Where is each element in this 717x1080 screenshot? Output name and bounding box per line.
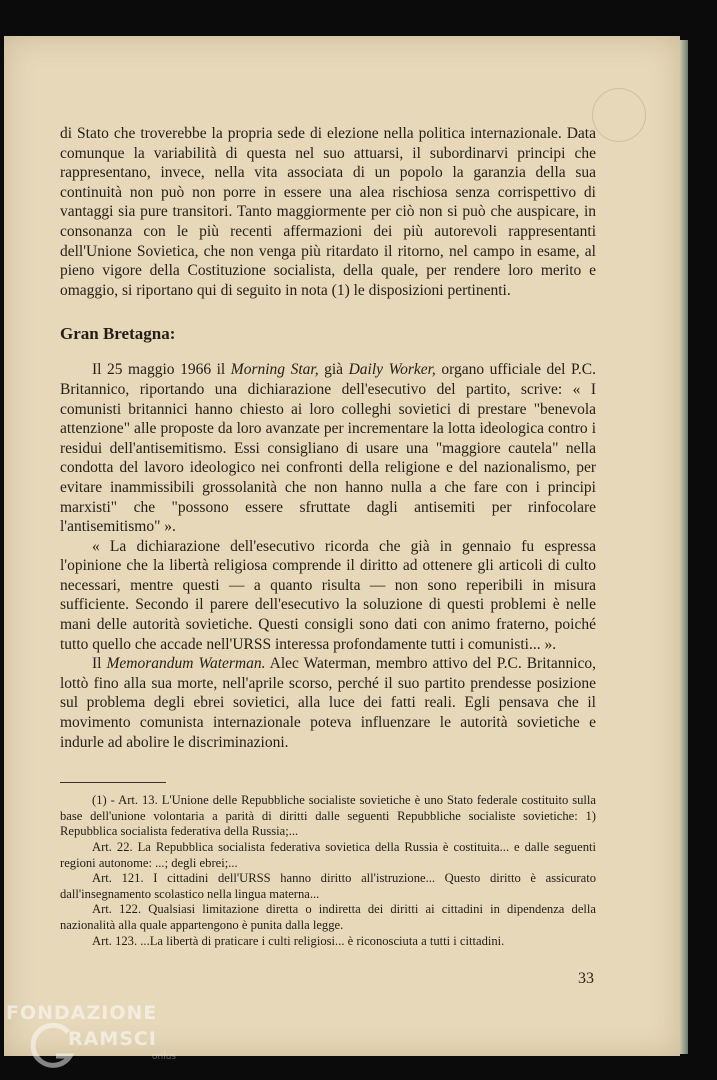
- italic-title: Memorandum Waterman.: [106, 655, 266, 673]
- footnote-item: (1) - Art. 13. L'Unione delle Repubbliche socialiste sovietiche è uno Stato federale costituito sulla base dell'unione volontaria a parità di diritti dalle seguenti Repubbliche socialiste sovietiche: 1) Repubblica socialista federativa della Russia;...: [60, 793, 596, 839]
- text-run: organo ufficiale del P.C. Britannico, riportando una dichiarazione dell'esecutivo del partito, scrive: « I comunisti britannici hanno chiesto ai loro colleghi sovietici di prestare "benevola attenzione" alle proposte da loro avanzate per incrementare la lotta ideologica contro i residui dell'antisemitismo. Essi consigliano di usare una "maggiore cautela" nella condotta del lavoro ideologico nei confronti della religione e del nazionalismo, per evitare inammissibili grossolanità che non hanno nulla a che fare con i principi marxisti" che "possono essere sfruttate dagli antisemiti per rinfocolare l'antisemitismo" ».: [60, 361, 597, 536]
- paragraph-continuation: di Stato che troverebbe la propria sede di elezione nella politica internazionale. Data comunque la variabilità di questa nel suo attuarsi, il subordinarvi principi che rappresentano, invece, nella vita associata di un popolo la garanzia della sua continuità non può non porre in essere una alea rischiosa senza corrispettivo di vantaggi sia pure transitori. Tanto maggiormente per ciò non si può che auspicare, in consonanza con le più recenti affermazioni dei più autorevoli rappresentanti dell'Unione Sovietica, che non venga più ritardato il ritorno, nel campo in esame, al pieno vigore della Costituzione socialista, della quale, per rendere loro merito e omaggio, si riportano qui di seguito in nota (1) le disposizioni pertinenti.: [60, 125, 596, 299]
- footnotes: [60, 793, 596, 949]
- page-edge: [680, 40, 688, 1054]
- page-number: 33: [578, 970, 594, 987]
- footnote-item: Art. 22. La Repubblica socialista federativa sovietica della Russia è costituita... e dalle seguenti regioni autonome: ...; degli ebrei;...: [60, 840, 596, 870]
- paragraph-memorandum: [60, 654, 596, 752]
- footnote-item: Art. 121. I cittadini dell'URSS hanno diritto all'istruzione... Questo diritto è assicurato dall'insegnamento scolastico nella lingua materna...: [60, 871, 596, 901]
- watermark-suffix: onlus: [152, 1052, 177, 1062]
- watermark: [6, 1002, 196, 1074]
- faded-stamp: [592, 88, 646, 142]
- watermark-line1: FONDAZIONE: [6, 1002, 158, 1024]
- text-run: Il 25 maggio 1966 il: [92, 361, 231, 379]
- footnote-item: Art. 122. Qualsiasi limitazione diretta o indiretta dei diritti ai cittadini in dipendenza della nazionalità alla quale appartengono è punita dalla legge.: [60, 902, 596, 932]
- paragraph-morning-star: [60, 360, 596, 536]
- text-run: Alec Waterman, membro attivo del P.C. Britannico, lottò fino alla sua morte, nell'aprile scorso, perché il suo partito prendesse posizione sul problema degli ebrei sovietici, alla luce dei fatti reali. Egli pensava che il movimento comunista internazionale poteva influenzare le autorità sovietiche e indurle ad abolire le discriminazioni.: [60, 655, 597, 751]
- italic-title: Morning Star,: [230, 361, 319, 379]
- page-content: [60, 124, 596, 949]
- paragraph-declaration: « La dichiarazione dell'esecutivo ricorda che già in gennaio fu espressa l'opinione che la libertà religiosa comprende il diritto ad ottenere gli articoli di culto necessari, mentre questi — a quanto risulta — non sono reperibili in misura sufficiente. Secondo il parere dell'esecutivo la soluzione di questi problemi è nelle mani delle autorità sovietiche. Questi consigli sono dati con animo fraterno, poiché tutto quello che accade nell'URSS interessa profondamente tutti i comunisti... ».: [60, 537, 596, 653]
- text-run: Il: [92, 655, 107, 673]
- text-run: già: [318, 361, 349, 379]
- footnote-rule: [60, 782, 166, 783]
- footnote-item: Art. 123. ...La libertà di praticare i culti religiosi... è riconosciuta a tutti i cittadini.: [92, 933, 505, 948]
- section-heading: Gran Bretagna:: [60, 324, 176, 344]
- italic-title: Daily Worker,: [348, 361, 436, 379]
- watermark-line2: RAMSCI: [68, 1028, 157, 1050]
